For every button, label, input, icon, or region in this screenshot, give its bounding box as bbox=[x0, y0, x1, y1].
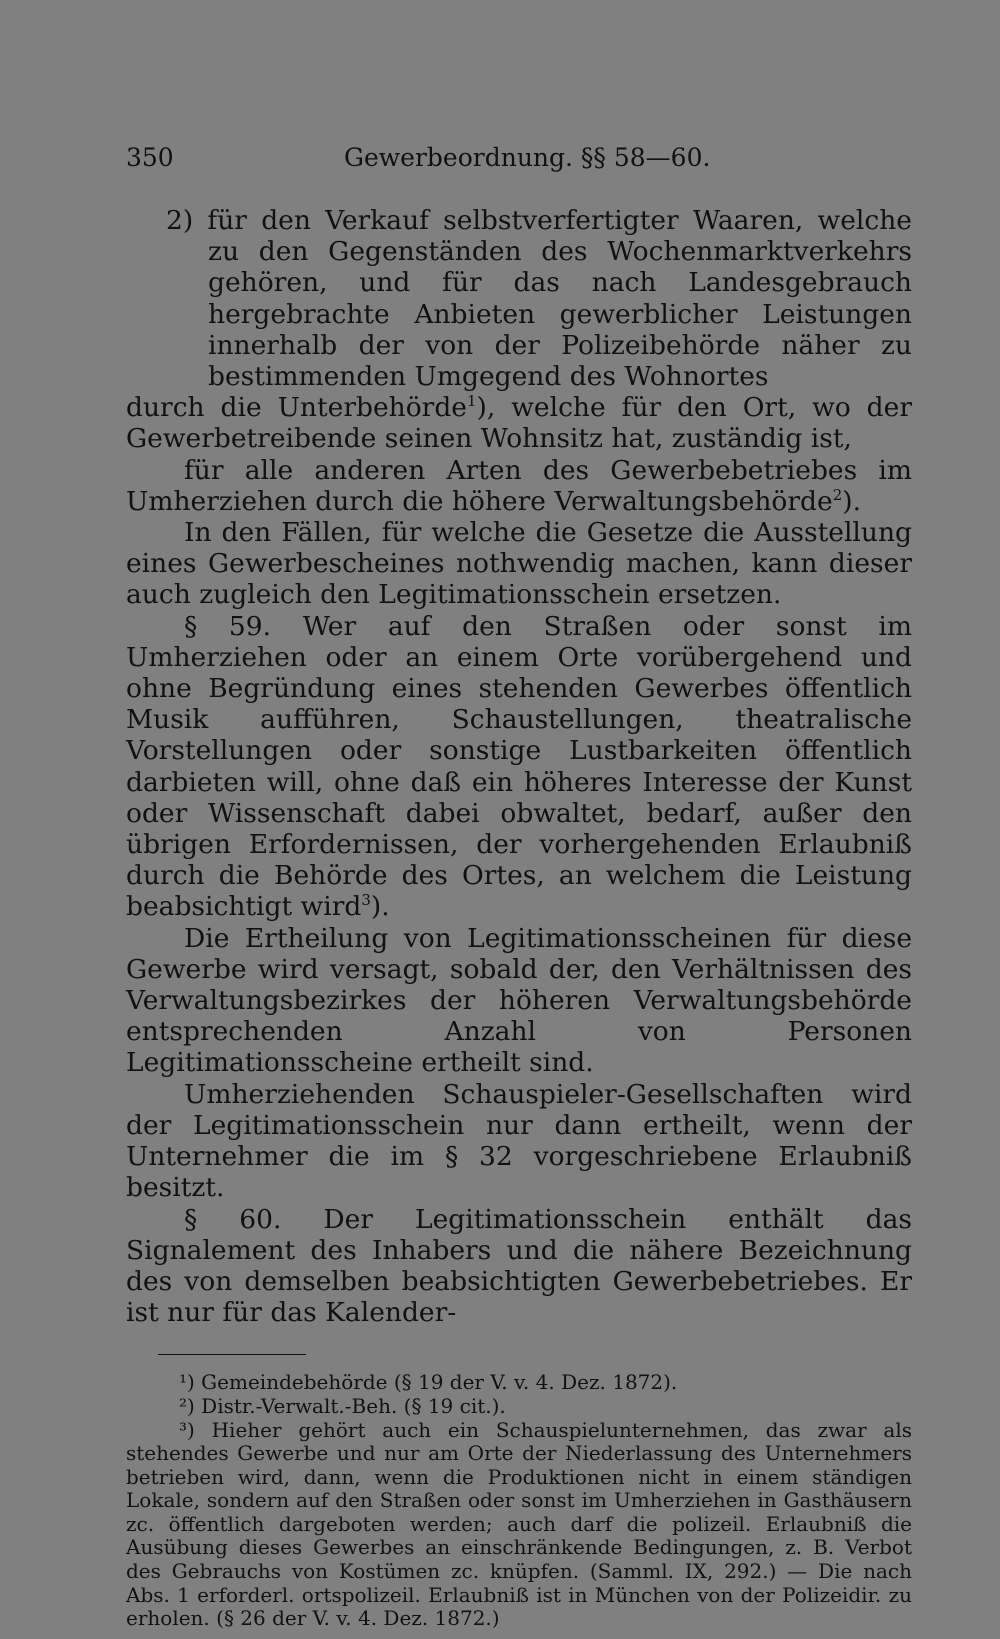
text-segment: ). bbox=[370, 891, 390, 923]
text-segment: ), welche für den Ort, wo der Gewerbetreibende seinen Wohnsitz hat, zuständig ist, bbox=[126, 392, 912, 455]
book-page bbox=[126, 143, 912, 1631]
paragraph-ertheilung: Die Ertheilung von Legitimationsscheinen für diese Gewerbe wird versagt, sobald der, den Verhältnissen des Verwaltungsbezirkes der höheren Verwaltungsbehörde entsprechenden Anzahl von Personen Legitimationsscheine ertheilt sind. bbox=[126, 922, 912, 1079]
footnotes bbox=[126, 1371, 912, 1631]
section-59 bbox=[126, 611, 912, 923]
footnote-ref-2: 2 bbox=[832, 486, 843, 504]
footnote-1: ¹) Gemeindebehörde (§ 19 der V. v. 4. Dez. 1872). bbox=[179, 1370, 678, 1395]
paragraph-schauspieler: Umherziehenden Schauspieler-Gesellschaften wird der Legitimationsschein nur dann ertheilt, wenn der Unternehmer die im § 32 vorgeschriebene Erlaubniß besitzt. bbox=[126, 1078, 912, 1204]
footnote-2: ²) Distr.-Verwalt.-Beh. (§ 19 cit.). bbox=[179, 1393, 506, 1418]
list-item-2: 2) für den Verkauf selbstverfertigter Waaren, welche zu den Gegenständen des Wochenmarktverkehrs gehören, und für das nach Landesgebrauch hergebrachte Anbieten gewerblicher Leistungen innerhalb der von der Polizeibehörde näher zu bestimmenden Umgegend des Wohnortes bbox=[166, 205, 912, 393]
main-text bbox=[126, 205, 912, 1328]
page-number: 350 bbox=[126, 143, 174, 172]
footnote-ref-1: 1 bbox=[466, 392, 477, 411]
footnote-ref-3: 3 bbox=[361, 891, 371, 910]
paragraph-unterbehoerde bbox=[126, 392, 912, 454]
footnote-3: ³) Hieher gehört auch ein Schauspielunternehmen, das zwar als stehendes Gewerbe und nur am Orte der Niederlassung des Unternehmers betrieben wird, dann, wenn die Produktionen nicht in einem ständigen Lokale, sondern auf den Straßen oder sonst im Umherziehen in Gasthäusern zc. öffentlich dargeboten werden; auch darf die polizeil. Erlaubniß die Ausübung dieses Gewerbes an einschränkende Bedingungen, z. B. Verbot des Gebrauchs von Kostümen zc. knüpfen. (Samml. IX, 292.) — Die nach Abs. 1 erforderl. ortspolizeil. Erlaubniß ist in München von der Polizeidir. zu erholen. (§ 26 der V. v. 4. Dez. 1872.) bbox=[126, 1417, 912, 1631]
section-60: § 60. Der Legitimationsschein enthält das Signalement des Inhabers und die nähere Bezeichnung des von demselben beabsichtigten Gewerbebetriebes. Er ist nur für das Kalender- bbox=[126, 1203, 912, 1329]
text-segment: durch die Unterbehörde bbox=[126, 392, 467, 424]
paragraph-gewerbeschein: In den Fällen, für welche die Gesetze die Ausstellung eines Gewerbescheines nothwendig machen, kann dieser auch zugleich den Legitimationsschein ersetzen. bbox=[126, 517, 912, 611]
running-title: Gewerbeordnung. §§ 58—60. bbox=[344, 143, 711, 172]
text-segment: ). bbox=[842, 485, 862, 517]
text-segment: für alle anderen Arten des Gewerbebetriebes im Umherziehen durch die höhere Verwaltungsbehörde bbox=[126, 454, 912, 517]
text-segment: § 59. Wer auf den Straßen oder sonst im Umherziehen oder an einem Orte vorübergehend und ohne Begründung eines stehenden Gewerbes öffentlich Musik aufführen, Schaustellungen, theatralische Vorstellungen oder sonstige Lustbarkeiten öffentlich darbieten will, ohne daß ein höheres Interesse der Kunst oder Wissenschaft dabei obwaltet, bedarf, außer den übrigen Erfordernissen, der vorhergehenden Erlaubniß durch die Behörde des Ortes, an welchem die Leistung beabsichtigt wird bbox=[126, 610, 912, 923]
footnote-divider bbox=[158, 1354, 306, 1355]
page-header bbox=[126, 143, 912, 183]
paragraph-andere-arten bbox=[126, 455, 912, 517]
